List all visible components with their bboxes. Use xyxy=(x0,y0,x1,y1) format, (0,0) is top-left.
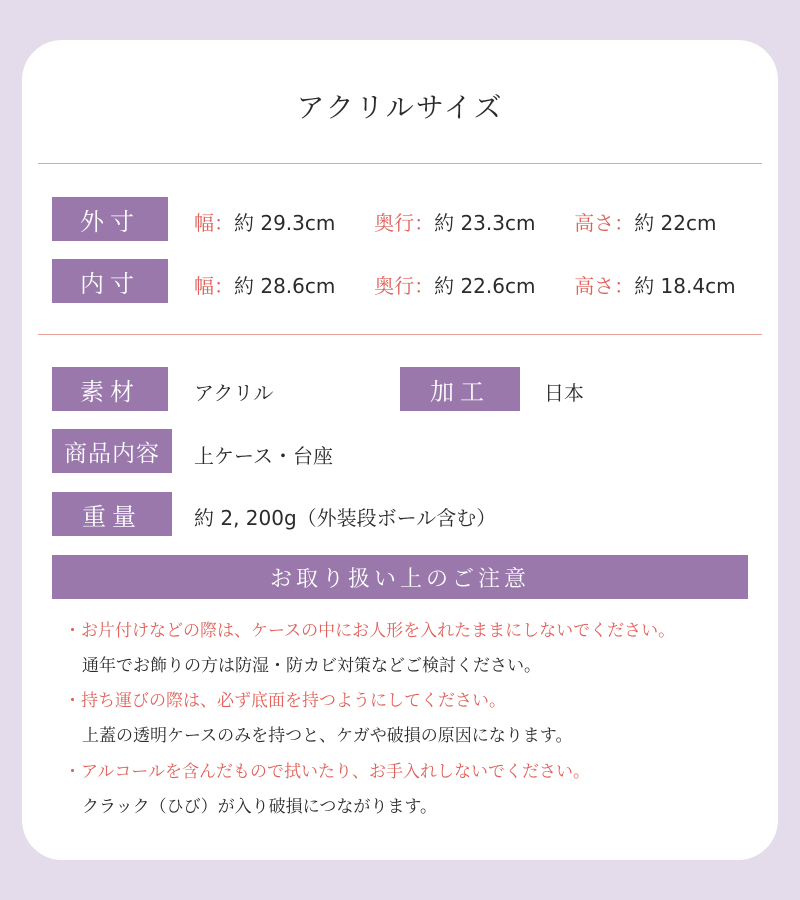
inner-size-row xyxy=(194,270,736,299)
inner-depth-label: 奥行： xyxy=(374,274,435,298)
divider-top xyxy=(38,163,762,164)
contents-value: 上ケース・台座 xyxy=(194,444,333,468)
caution-banner: お取り扱い上のご注意 xyxy=(52,555,748,599)
material-value: アクリル xyxy=(194,381,274,405)
divider-middle xyxy=(38,334,762,335)
caution-warning-1: ・お片付けなどの際は、ケースの中にお人形を入れたままにしないでください。 xyxy=(64,621,676,641)
inner-height-value: 約 18.4cm xyxy=(634,274,736,298)
caution-detail-2: 上蓋の透明ケースのみを持つと、ケガや破損の原因になります。 xyxy=(82,726,573,746)
caution-detail-3: クラック（ひび）が入り破損につながります。 xyxy=(82,797,437,817)
weight-tag: 重量 xyxy=(52,492,172,536)
inner-size-tag: 内寸 xyxy=(52,259,168,303)
contents-tag: 商品内容 xyxy=(52,429,172,473)
outer-height-label: 高さ： xyxy=(574,211,635,235)
weight-value: 約 2, 200g（外装段ボール含む） xyxy=(194,506,497,530)
outer-size-tag: 外寸 xyxy=(52,197,168,241)
inner-depth-value: 約 22.6cm xyxy=(434,274,536,298)
inner-width-label: 幅： xyxy=(194,274,234,298)
outer-width-value: 約 29.3cm xyxy=(234,211,336,235)
inner-width-value: 約 28.6cm xyxy=(234,274,336,298)
caution-warning-3: ・アルコールを含んだもので拭いたり、お手入れしないでください。 xyxy=(64,762,590,782)
processing-tag: 加工 xyxy=(400,367,520,411)
inner-height-label: 高さ： xyxy=(574,274,635,298)
caution-warning-2: ・持ち運びの際は、必ず底面を持つようにしてください。 xyxy=(64,691,506,711)
page-title: アクリルサイズ xyxy=(296,91,504,124)
processing-value: 日本 xyxy=(544,381,584,405)
outer-size-row xyxy=(194,207,716,236)
outer-depth-value: 約 23.3cm xyxy=(434,211,536,235)
material-tag: 素材 xyxy=(52,367,168,411)
outer-height-value: 約 22cm xyxy=(634,211,717,235)
caution-detail-1: 通年でお飾りの方は防湿・防カビ対策などご検討ください。 xyxy=(82,656,541,676)
outer-width-label: 幅： xyxy=(194,211,234,235)
outer-depth-label: 奥行： xyxy=(374,211,435,235)
